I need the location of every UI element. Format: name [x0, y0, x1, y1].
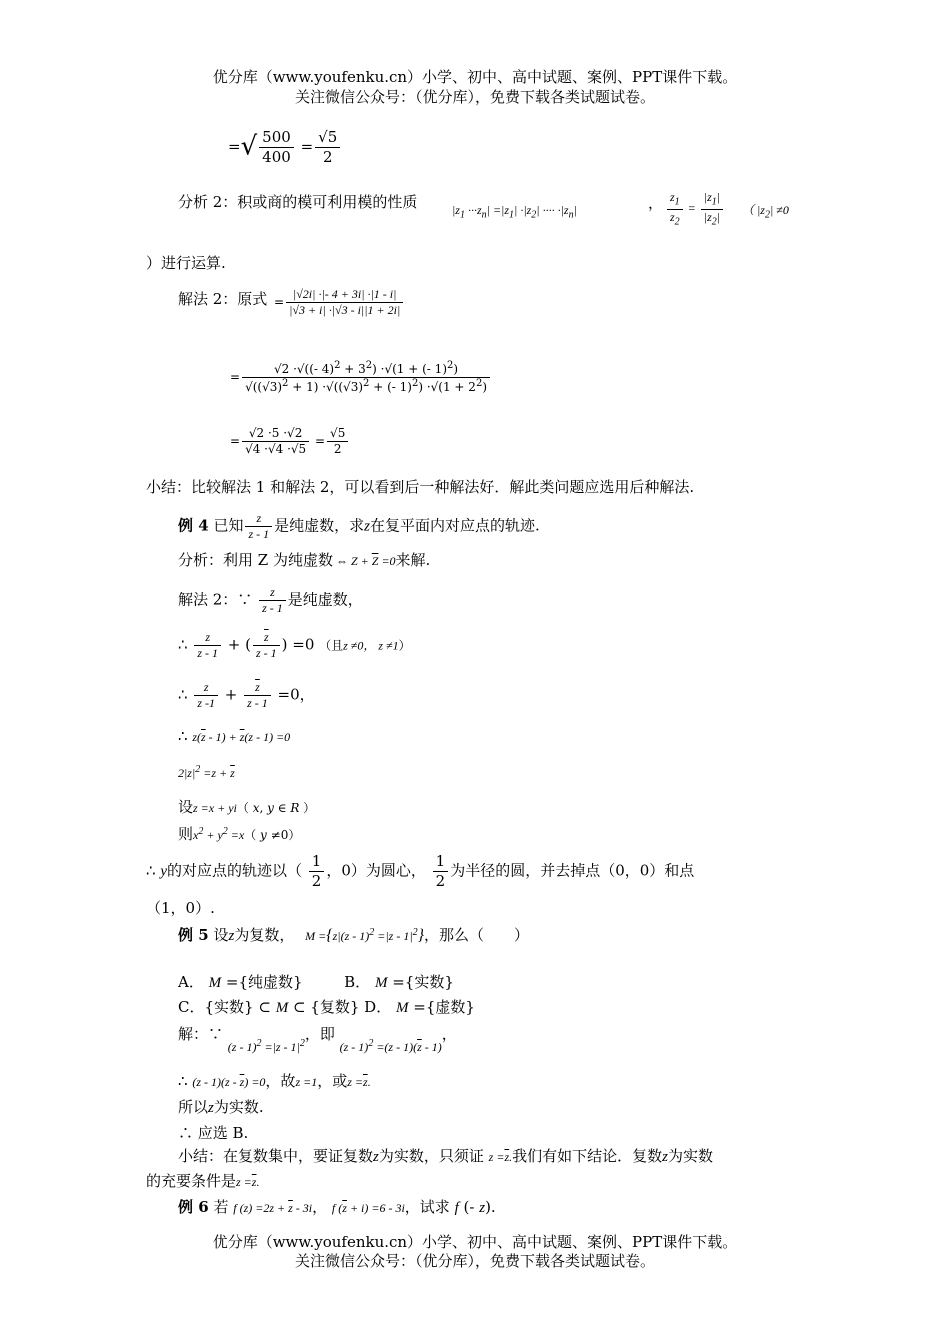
ex4-text-c: 在复平面内对应点的轨迹.: [370, 516, 540, 535]
example-4-analysis: 分析：利用 Z 为纯虚数 ⇔ $Z + \overline{Z} =0$来解.: [178, 551, 431, 569]
summary-1: 小结：比较解法 1 和解法 2，可以看到后一种解法好．解此类问题应选用后种解法.: [146, 478, 695, 496]
summary-2-d: 为实数: [667, 1147, 713, 1165]
ex4-sol-label: 解法 2：∵: [178, 590, 253, 609]
example-5-label: 例 5: [178, 926, 209, 944]
option-a-set: ={纯虚数}: [225, 973, 303, 991]
ex5-solution-line: 解：∵ $_{(z - 1)^2 =|z - 1|^2}$，即 $_{(z - 1)^2 =(z - 1)(\overline{z} - 1)}$，: [178, 1025, 457, 1054]
ex4-then: 则$x^2 + y^2 =x$（ y ≠0）: [178, 825, 301, 843]
ex4-let: 设z =x + yi（ x, y ∈ R ）: [178, 798, 316, 816]
modulus-product-formula: $|z_1 \cdot\cdot\cdot z_n| =|z_1| \cdot|z_2|$ ···· $\cdot|z_n|$: [452, 203, 577, 221]
ex6-text-a: 若: [213, 1198, 229, 1216]
analysis-2-cont: ）进行运算.: [146, 254, 226, 272]
locus-d: 为半径的圆，并去掉点（0，0）和点: [450, 861, 695, 880]
solution-2-expr: = $\frac{|√2i| \cdot|- 4 + 3i| \cdot|1 - i|}{|√3 + i| \cdot|√3 - i||1 + 2i|}$: [274, 287, 405, 318]
option-b-set: ={实数}: [392, 973, 454, 991]
so-real-end: 为实数.: [213, 1098, 264, 1116]
ex4-step-3: ∴ $z(\overline{z} - 1) + \overline{z}(z - 1) =0$: [178, 727, 291, 745]
ex4-text-b: 是纯虚数，求: [274, 516, 365, 535]
so-real: 所以: [178, 1098, 209, 1116]
locus-a: ∴: [146, 861, 156, 880]
solution-2-label: 解法 2：原式: [178, 290, 268, 308]
locus-b: 的对应点的轨迹以（: [167, 861, 303, 880]
ex5-text-b: 为复数，: [234, 926, 295, 944]
ex5-text-a: 设: [213, 926, 229, 944]
ex5-options-row-1: A． M ={纯虚数} B． M ={实数}: [178, 973, 454, 991]
example-4-label: 例 4: [178, 516, 209, 535]
ex4-sol-end: 是纯虚数，: [287, 590, 363, 609]
option-a-label: A．: [178, 973, 204, 991]
example-6-label: 例 6: [178, 1198, 209, 1216]
summary-2-line2: 的充要条件是: [146, 1172, 237, 1190]
therefore-a: ∴: [178, 1072, 188, 1090]
footer-line-2: 关注微信公众号：（优分库），免费下载各类试题试卷。: [294, 1252, 655, 1270]
footer-line-1: 优分库（www.youfenku.cn）小学、初中、高中试题、案例、PPT课件下载。: [212, 1233, 738, 1251]
solution-2-step-3: = $\frac{√2 \cdot 5 \cdot√2}{√4 \cdot√4 \cdot√5}$ = $\frac{√5}{2}$: [230, 426, 350, 457]
ex6-text-b: ，试求: [404, 1198, 450, 1216]
ex5-so: ∴ $(z - 1)(z - \overline{z}) =0$，故z =1，或$z =\overline{z}$.: [178, 1072, 371, 1090]
ex4-step-2: ∴ $\frac{z}{z -1}$ + $\frac{\overline{z}}{\overline{z} - 1}$ =0，: [178, 680, 315, 710]
ex5-options-row-2: C．{实数} ⊂ M ⊂ {复数} D． M ={虚数}: [178, 998, 475, 1016]
example-4-line: 例 4 已知 $\frac{z}{z - 1}$ 是纯虚数，求z在复平面内对应点的轨迹.: [178, 511, 540, 541]
summary-2-a: 小结：在复数集中，要证复数: [178, 1147, 374, 1165]
ex4-analysis-text: 分析：利用 Z 为纯虚数: [178, 551, 333, 569]
so-text-b: ，或: [317, 1072, 348, 1090]
analysis-2-label: 分析 2：积或商的模可利用模的性质: [178, 193, 418, 211]
option-d-set: ={虚数}: [413, 998, 475, 1016]
ex4-locus: ∴ y的对应点的轨迹以（ $\frac{1}{2}$ ，0）为圆心， $\frac{1}{2}$ 为半径的圆，并去掉点（0，0）和点: [146, 852, 695, 890]
example-6-line: 例 6 若 f $(z) =2z + \overline{z} - 3i$， f $(\overline{z} + i) =6 - 3i$，试求 f (- z).: [178, 1198, 496, 1216]
solution-2-step-2: = $\frac{√2 \cdot√((- 4)^2 + 3^2) \cdot√(1 + (- 1)^2)}{√((√3)^2 + 1) \cdot√((√3)^2 + (- 1)^2) \cdot√(1 + 2^2)}$: [230, 360, 492, 395]
sol-label: 解：∵: [178, 1025, 224, 1043]
ex4-text-a: 已知: [213, 516, 244, 535]
header-line-1: 优分库（www.youfenku.cn）小学、初中、高中试题、案例、PPT课件下载。: [212, 68, 738, 86]
then-text: 则: [178, 825, 194, 843]
cond-text: （且: [319, 638, 344, 653]
summary-2-line-1: 小结：在复数集中，要证复数z为实数，只须证 $z =\overline{z}$.我们有如下结论．复数z为实数: [178, 1147, 713, 1165]
option-c-mid: {复数}: [310, 998, 360, 1016]
ex4-step-4: $2|z|^2 =z + \overline{z}$: [178, 764, 235, 780]
ex4-analysis-end: 来解.: [395, 551, 431, 569]
summary-2-c: 我们有如下结论．复数: [512, 1147, 663, 1165]
summary-2-b: 为实数，只须证: [378, 1147, 484, 1165]
summary-2-line-2: 的充要条件是$z =\overline{z}$.: [146, 1172, 260, 1190]
nonzero-condition: （ $|z_2| \ne 0$: [742, 203, 789, 221]
let-text: 设: [178, 798, 194, 816]
option-b-label: B．: [344, 973, 371, 991]
equation-top: =√ $\frac{500}{400}$ = $\frac{√5}{2}$: [228, 128, 342, 167]
so-text-a: ，故: [265, 1072, 296, 1090]
locus-c: ，0）为圆心，: [326, 861, 426, 880]
ex4-locus-end: （1，0）.: [146, 899, 215, 917]
ex5-text-c: ，那么（ ）: [424, 926, 530, 944]
option-d-label: D．: [364, 998, 392, 1016]
example-5-line: 例 5 设z为复数， $M =\{z|(z - 1)^2 =|z - 1|^2\}$，那么（ ）: [178, 926, 530, 944]
ex5-real: 所以z为实数.: [178, 1098, 264, 1116]
comma-1: ，: [648, 194, 664, 212]
header-line-2: 关注微信公众号：（优分库），免费下载各类试题试卷。: [294, 88, 655, 106]
example-4-solution: 解法 2：∵ $\frac{z}{z - 1}$ 是纯虚数，: [178, 585, 363, 615]
modulus-quotient-formula: $\frac{z_1}{z_2}$ = $\frac{|z_1|}{|z_2|}$: [665, 190, 725, 229]
ex4-step-1: ∴ $\frac{z}{z - 1}$ + ( $\frac{\overline{z}}{z - 1}$ ) =0 （且z ≠0， z ≠1）: [178, 630, 411, 660]
choose-b: ∴ 应选 B.: [178, 1124, 249, 1142]
option-c-label: C．{实数}: [178, 998, 254, 1016]
sol-that: ，即: [304, 1025, 335, 1043]
